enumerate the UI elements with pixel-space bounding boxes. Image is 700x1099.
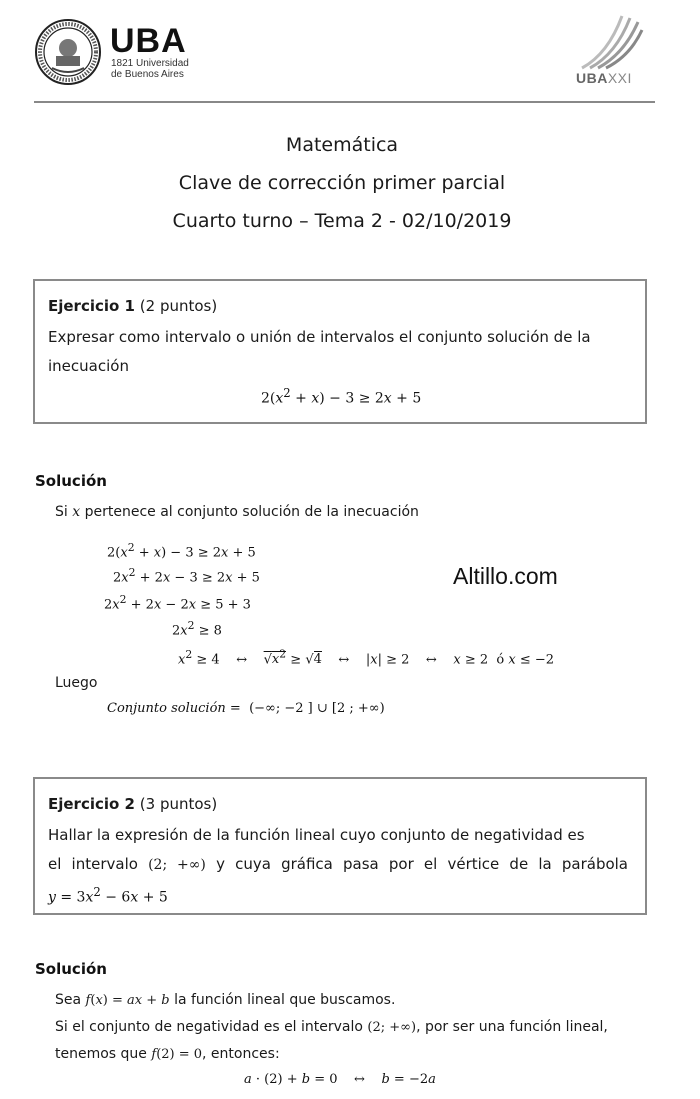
exercise1-points: (2 puntos) (139, 297, 218, 315)
solution2-line3-pre: tenemos que (55, 1046, 147, 1062)
solution1-intro-var: x (72, 504, 81, 520)
solution2-heading: Solución (35, 960, 107, 978)
exercise1-label: Ejercicio 1 (48, 297, 135, 315)
solution1-step2: $2x^2 + 2x - 3 \ge 2x + 5$ (113, 566, 260, 586)
solution2-line2: Si el conjunto de negatividad es el intervalo (2; +∞), por ser una función lineal, (55, 1019, 608, 1035)
solution2-line3-post: , entonces: (202, 1046, 280, 1062)
exercise2-parabola: $y = 3x^2 - 6x + 5$ (48, 885, 168, 906)
ubaxxi-logo-text (576, 70, 632, 86)
exercise1-heading (48, 297, 217, 315)
exercise2-label: Ejercicio 2 (48, 795, 135, 813)
exercise2-box (33, 777, 647, 915)
uba-logo-text: UBA (110, 22, 187, 60)
solution1-result-label: Conjunto solución (107, 701, 226, 716)
solution2-line2-pre: Si el conjunto de negatividad es el intervalo (55, 1019, 363, 1035)
watermark-altillo: Altillo.com (453, 563, 558, 589)
exercise2-line2-pre: el intervalo (48, 855, 138, 873)
uba-subtitle-line2: de Buenos Aires (111, 69, 184, 80)
solution1-step5: $x^2 \ge 4$ ↔ $√x^2 \ge √4$ ↔ |x| ≥ 2 ↔ x ≥ 2 ó x ≤ −2 (178, 648, 555, 668)
solution2-equation: a · (2) + b = 0 ↔ b = −2a (244, 1072, 436, 1087)
solution1-intro (55, 504, 419, 520)
title-turno: Cuarto turno – Tema 2 - 02/10/2019 (172, 210, 512, 232)
exercise1-box (33, 279, 647, 424)
exercise2-statement-line1: Hallar la expresión de la función lineal cuyo conjunto de negatividad es (48, 826, 585, 844)
solution1-luego: Luego (55, 675, 98, 691)
solution1-result: Conjunto solución = (−∞; −2 ] ∪ [2 ; +∞) (107, 701, 385, 716)
solution1-heading: Solución (35, 472, 107, 490)
exercise2-points: (3 puntos) (139, 795, 218, 813)
exercise2-statement-line2: el intervalo (2; +∞) y cuya gráfica pasa por el vértice de la parábola (48, 855, 628, 873)
exercise1-statement-line1: Expresar como intervalo o unión de intervalos el conjunto solución de la (48, 328, 591, 346)
solution2-line3: tenemos que f(2) = 0, entonces: (55, 1046, 280, 1062)
solution2-line1-post: la función lineal que buscamos. (174, 992, 396, 1008)
header-divider (34, 101, 655, 103)
title-subject: Matemática (285, 134, 399, 156)
exercise1-statement-line2: inecuación (48, 357, 129, 375)
ubaxxi-logo-arcs (578, 14, 644, 70)
solution2-line2-post: , por ser una función lineal, (416, 1019, 608, 1035)
uba-logo-subtitle (111, 58, 189, 80)
ubaxxi-light: XXI (607, 70, 632, 86)
uba-subtitle-line1: 1821 Universidad (111, 58, 189, 69)
solution1-intro-post: pertenece al conjunto solución de la inecuación (84, 504, 419, 520)
solution1-step3: $2x^2 + 2x - 2x \ge 5 + 3$ (104, 593, 251, 613)
exercise2-line2-post: y cuya gráfica pasa por el vértice de la parábola (216, 855, 628, 873)
ubaxxi-bold: UBA (576, 70, 608, 86)
solution1-step1: $2(x^2 + x) - 3 \ge 2x + 5$ (107, 541, 256, 561)
exercise2-heading (48, 795, 217, 813)
title-exam: Clave de corrección primer parcial (178, 172, 506, 194)
uba-seal-logo (34, 18, 102, 86)
exercise1-inequation: $2(x^2 + x) - 3 \ge 2x + 5$ (261, 386, 422, 407)
solution2-line1-pre: Sea (55, 992, 82, 1008)
solution1-step4: $2x^2 \ge 8$ (172, 619, 222, 639)
solution2-line1: Sea f(x) = ax + b la función lineal que buscamos. (55, 992, 396, 1008)
solution1-intro-pre: Si (55, 504, 68, 520)
